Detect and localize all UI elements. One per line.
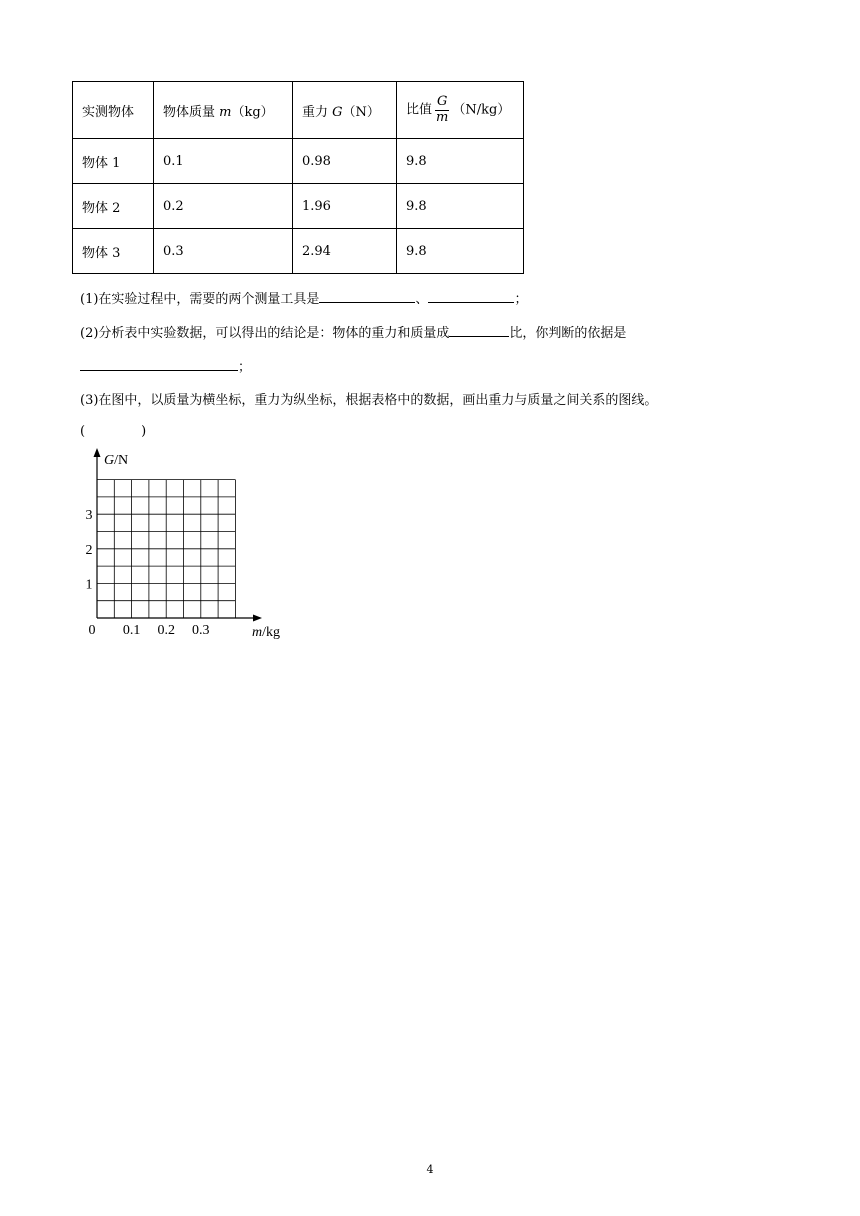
y-axis	[94, 448, 101, 618]
x-tick-label: 0.3	[192, 623, 210, 638]
question-2: (2)分析表中实验数据，可以得出的结论是：物体的重力和质量成 比，你判断的依据是	[80, 326, 627, 341]
x-axis-arrow-icon	[253, 615, 262, 622]
y-tick-label: 2	[85, 542, 93, 558]
y-axis-label: G/N	[104, 453, 129, 468]
answer-bracket: ( )	[80, 424, 147, 439]
question-2-continued: ；	[80, 356, 251, 375]
x-axis-label: m/kg	[252, 625, 281, 640]
answer-bracket-space[interactable]	[85, 423, 141, 435]
table-header-row	[73, 82, 524, 139]
answer-blank-tool-2[interactable]	[428, 290, 514, 303]
y-axis-arrow-icon	[94, 448, 101, 457]
cell-object: 物体 1	[73, 139, 154, 184]
cell-ratio: 9.8	[397, 229, 524, 274]
table-row	[73, 139, 524, 184]
x-tick-label: 0.1	[122, 623, 141, 638]
cell-object: 物体 3	[73, 229, 154, 274]
cell-mass: 0.1	[154, 139, 293, 184]
page-number: 4	[426, 1163, 434, 1176]
question-1: (1)在实验过程中，需要的两个测量工具是 、 ；	[80, 292, 528, 307]
cell-ratio: 9.8	[397, 184, 524, 229]
cell-weight: 0.98	[293, 139, 397, 184]
x-tick-labels	[123, 623, 210, 638]
y-tick-label: 3	[85, 508, 93, 524]
header-ratio: 比值 $\frac{G}{m}$ （N/kg）	[397, 82, 524, 139]
cell-mass: 0.2	[154, 184, 293, 229]
answer-blank-tool-1[interactable]	[319, 290, 415, 303]
graph-grid[interactable]	[78, 448, 298, 648]
table-row	[73, 229, 524, 274]
origin-label: 0	[88, 623, 96, 638]
y-tick-label: 1	[85, 577, 93, 593]
header-weight: 重力 G（N）	[293, 82, 397, 139]
cell-object: 物体 2	[73, 184, 154, 229]
header-mass: 物体质量 m（kg）	[154, 82, 293, 139]
grid-lines	[97, 480, 235, 618]
cell-ratio: 9.8	[397, 139, 524, 184]
y-tick-labels	[86, 508, 93, 592]
cell-weight: 2.94	[293, 229, 397, 274]
header-object: 实测物体	[73, 82, 154, 139]
question-3: (3)在图中，以质量为横坐标，重力为纵坐标，根据表格中的数据，画出重力与质量之间关系的图线。	[80, 393, 658, 408]
data-table	[72, 81, 524, 274]
cell-mass: 0.3	[154, 229, 293, 274]
ratio-fraction: $\frac{G}{m}$	[436, 94, 449, 125]
table-row	[73, 184, 524, 229]
x-tick-label: 0.2	[157, 623, 175, 638]
x-axis	[97, 615, 262, 622]
answer-blank-proportion[interactable]	[449, 324, 509, 337]
answer-blank-basis[interactable]	[80, 358, 238, 371]
cell-weight: 1.96	[293, 184, 397, 229]
